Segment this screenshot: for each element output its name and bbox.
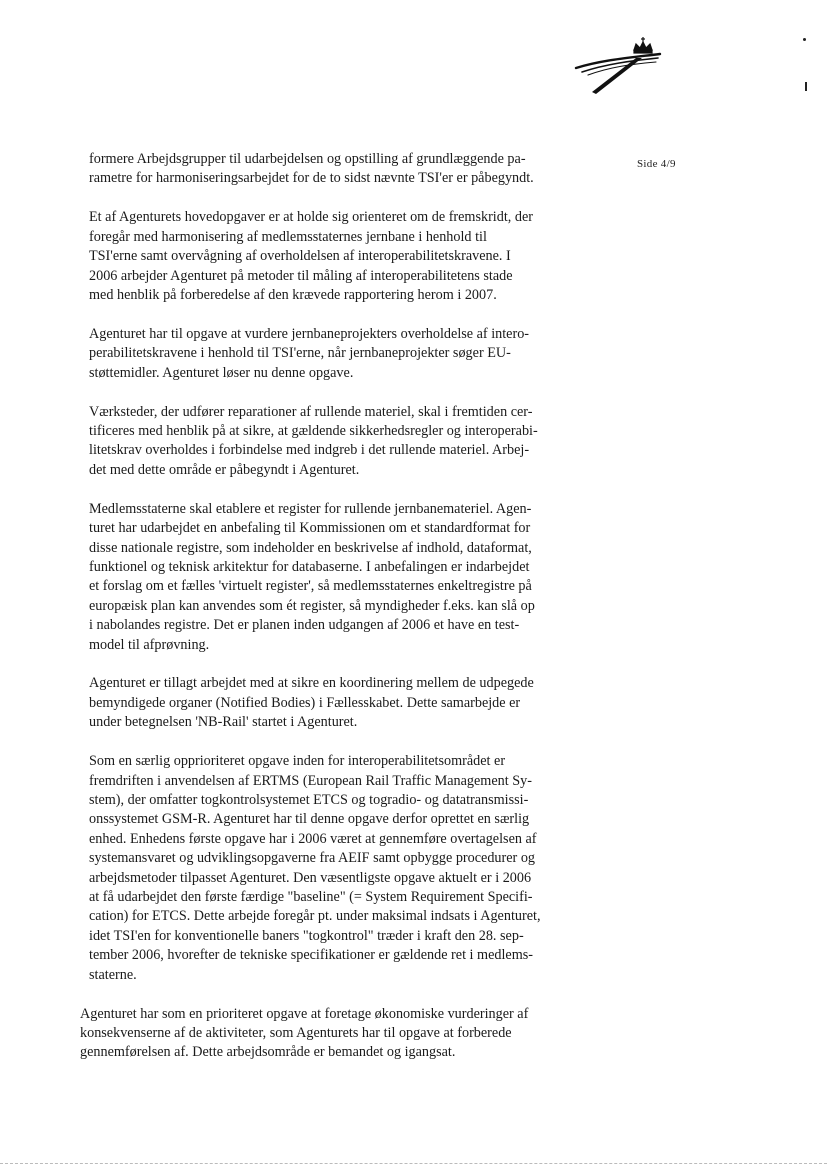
text-line: konsekvenserne af de aktiviteter, som Agenturets har til opgave at forberede: [80, 1024, 512, 1041]
text-line: formere Arbejdsgrupper til udarbejdelsen og opstilling af grundlæggende pa-: [89, 151, 526, 167]
text-line: bemyndigede organer (Notified Bodies) i Fællesskabet. Dette samarbejde er: [89, 694, 521, 711]
margin-speck: [805, 82, 807, 91]
paragraph: [89, 500, 600, 655]
page-number: Side 4/9: [637, 158, 676, 170]
text-line: med henblik på forberedelse af den krævede rapportering herom i 2007.: [89, 286, 497, 303]
text-line: at få udarbejdet den første færdige "baseline" (= System Requirement Specifi-: [89, 889, 533, 905]
text-line: foregår med harmonisering af medlemsstaternes jernbane i henhold til: [89, 228, 487, 245]
paragraph: [89, 752, 600, 985]
text-line: cation) for ETCS. Dette arbejde foregår pt. under maksimal indsats i Agenturet,: [89, 908, 541, 925]
text-line: perabilitetskravene i henhold til TSI'erne, når jernbaneprojekter søger EU-: [89, 345, 511, 362]
text-line: Medlemsstaterne skal etablere et register for rullende jernbanemateriel. Agen-: [89, 500, 532, 517]
text-line: Et af Agenturets hovedopgaver er at holde sig orienteret om de fremskridt, der: [89, 209, 533, 226]
text-line: fremdriften i anvendelsen af ERTMS (European Rail Traffic Management Sy-: [89, 772, 532, 789]
text-line: det med dette område er påbegyndt i Agenturet.: [89, 461, 360, 478]
text-line: Som en særlig opprioriteret opgave inden for interoperabilitetsområdet er: [89, 753, 506, 770]
margin-speck: [803, 38, 806, 41]
paragraph: [89, 150, 600, 189]
document-body: [80, 150, 600, 1082]
text-line: idet TSI'en for konventionelle baners "togkontrol" træder i kraft den 28. sep-: [89, 927, 524, 944]
text-line: litetskrav overholdes i forbindelse med indgreb i det rullende materiel. Arbej-: [89, 442, 530, 459]
text-line: tificeres med henblik på at sikre, at gældende sikkerhedsregler og interoperabi-: [89, 422, 538, 439]
danish-crown-railway-logo-icon: [572, 36, 664, 98]
text-line: arbejdsmetoder tilpasset Agenturet. Den væsentligste opgave aktuelt er i 2006: [89, 869, 532, 886]
text-line: turet har udarbejdet en anbefaling til Kommissionen om et standardformat for: [89, 520, 531, 537]
text-line: gennemførelsen af. Dette arbejdsområde er bemandet og igangsat.: [80, 1044, 456, 1061]
text-line: funktionel og teknisk arkitektur for databaserne. I anbefalingen er indarbejdet: [89, 558, 530, 575]
paragraph: [89, 208, 600, 305]
text-line: model til afprøvning.: [89, 636, 210, 653]
paragraph: [89, 403, 600, 481]
page-bottom-edge: [0, 1163, 827, 1164]
text-line: under betegnelsen 'NB-Rail' startet i Agenturet.: [89, 714, 358, 731]
text-line: støttemidler. Agenturet løser nu denne opgave.: [89, 364, 354, 381]
text-line: 2006 arbejder Agenturet på metoder til måling af interoperabilitetens stade: [89, 267, 513, 284]
text-line: Agenturet er tillagt arbejdet med at sikre en koordinering mellem de udpegede: [89, 675, 534, 692]
text-line: staterne.: [89, 966, 137, 983]
text-line: rametre for harmoniseringsarbejdet for de to sidst nævnte TSI'er er påbegyndt.: [89, 170, 534, 187]
text-line: i nabolandes registre. Det er planen inden udgangen af 2006 et have en test-: [89, 617, 520, 634]
text-line: tember 2006, hvorefter de tekniske specifikationer er gældende ret i medlems-: [89, 947, 533, 964]
paragraph: [80, 1005, 600, 1063]
text-line: onssystemet GSM-R. Agenturet har til denne opgave derfor oprettet en særlig: [89, 811, 530, 828]
text-line: Agenturet har som en prioriteret opgave at foretage økonomiske vurderinger af: [80, 1005, 529, 1022]
text-line: europæisk plan kan anvendes som ét register, så myndigheder f.eks. kan slå op: [89, 597, 535, 614]
text-line: TSI'erne samt overvågning af overholdelsen af interoperabilitetskravene. I: [89, 248, 511, 265]
paragraph: [89, 674, 600, 732]
text-line: et forslag om et fælles 'virtuelt register', så medlemsstaternes enkeltregistre på: [89, 578, 532, 595]
text-line: enhed. Enhedens første opgave har i 2006 været at gennemføre overtagelsen af: [89, 830, 537, 847]
paragraph: [89, 325, 600, 383]
text-line: Værksteder, der udfører reparationer af rullende materiel, skal i fremtiden cer-: [89, 403, 533, 420]
text-line: Agenturet har til opgave at vurdere jernbaneprojekters overholdelse af intero-: [89, 325, 530, 342]
text-line: systemansvaret og udviklingsopgaverne fra AEIF samt opbygge procedurer og: [89, 850, 536, 867]
text-line: disse nationale registre, som indeholder en beskrivelse af indhold, dataformat,: [89, 539, 532, 556]
text-line: stem), der omfatter togkontrolsystemet ETCS og togradio- og datatransmissi-: [89, 791, 529, 808]
